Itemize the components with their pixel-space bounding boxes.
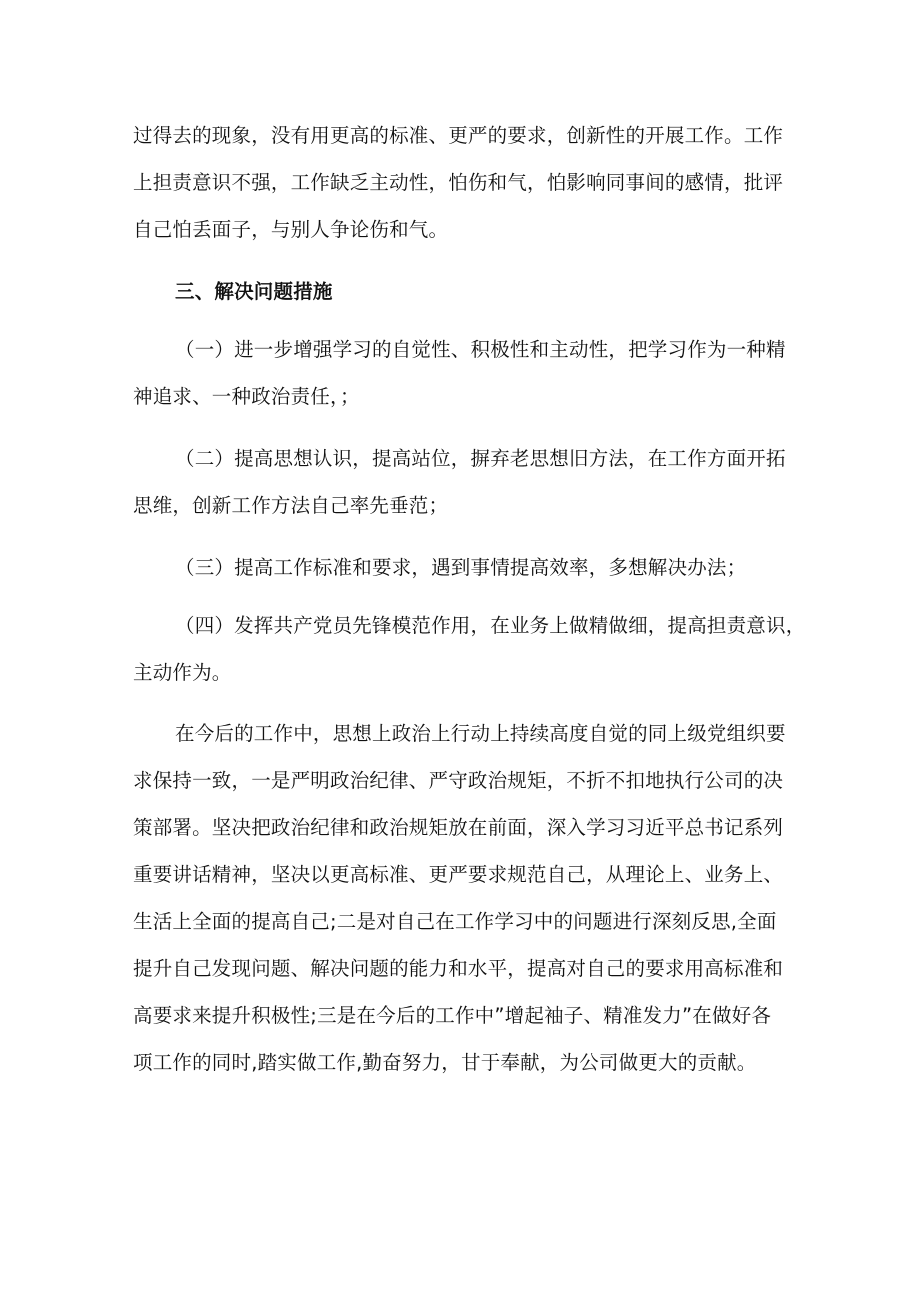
future-work-paragraph	[133, 710, 793, 1086]
text-line: （一）进一步增强学习的自觉性、积极性和主动性，把学习作为一种精	[175, 338, 786, 361]
text-line: 思维，创新工作方法自己率先垂范；	[133, 494, 449, 517]
text-line: 提升自己发现问题、解决问题的能力和水平，提高对自己的要求用高标准和	[133, 957, 784, 980]
text-line: 过得去的现象，没有用更高的标准、更严的要求，创新性的开展工作。工作	[133, 124, 784, 147]
section-heading	[133, 268, 793, 315]
text-line: 上担责意识不强，工作缺乏主动性，怕伤和气，怕影响同事间的感情，批评	[133, 171, 784, 194]
section-heading-text: 三、解决问题措施	[175, 280, 333, 303]
measure-item-2	[133, 435, 793, 529]
measure-item-4	[133, 602, 806, 696]
text-line: （二）提高思想认识，提高站位，摒弃老思想旧方法，在工作方面开拓	[175, 447, 786, 470]
text-line: 神追求、一种政治责任，；	[133, 385, 360, 408]
text-line: 策部署。坚决把政治纪律和政治规矩放在前面，深入学习习近平总书记系列	[133, 816, 784, 839]
intro-paragraph	[133, 112, 793, 253]
text-line: （三）提高工作标准和要求，遇到事情提高效率，多想解决办法；	[175, 556, 747, 579]
measure-item-1	[133, 326, 793, 420]
text-line: 项工作的同时,踏实做工作,勤奋努力，甘于奉献，为公司做更大的贡献。	[133, 1051, 757, 1074]
text-line: 在今后的工作中，思想上政治上行动上持续高度自觉的同上级党组织要	[175, 722, 786, 745]
measure-item-3	[133, 544, 793, 591]
text-line: 自己怕丢面子，与别人争论伤和气。	[133, 218, 449, 241]
text-line: 生活上全面的提高自己;二是对自己在工作学习中的问题进行深刻反思,全面	[133, 910, 777, 933]
text-line: 主动作为。	[133, 661, 232, 684]
text-line: 高要求来提升积极性;三是在今后的工作中”增起袖子、精准发力”在做好各	[133, 1004, 772, 1027]
text-line: 求保持一致，一是严明政治纪律、严守政治规矩，不折不扣地执行公司的决	[133, 769, 784, 792]
text-line: （四）发挥共产党员先锋模范作用，在业务上做精做细，提高担责意识，	[175, 614, 806, 637]
text-line: 重要讲话精神，坚决以更高标准、更严要求规范自己，从理论上、业务上、	[133, 863, 784, 886]
